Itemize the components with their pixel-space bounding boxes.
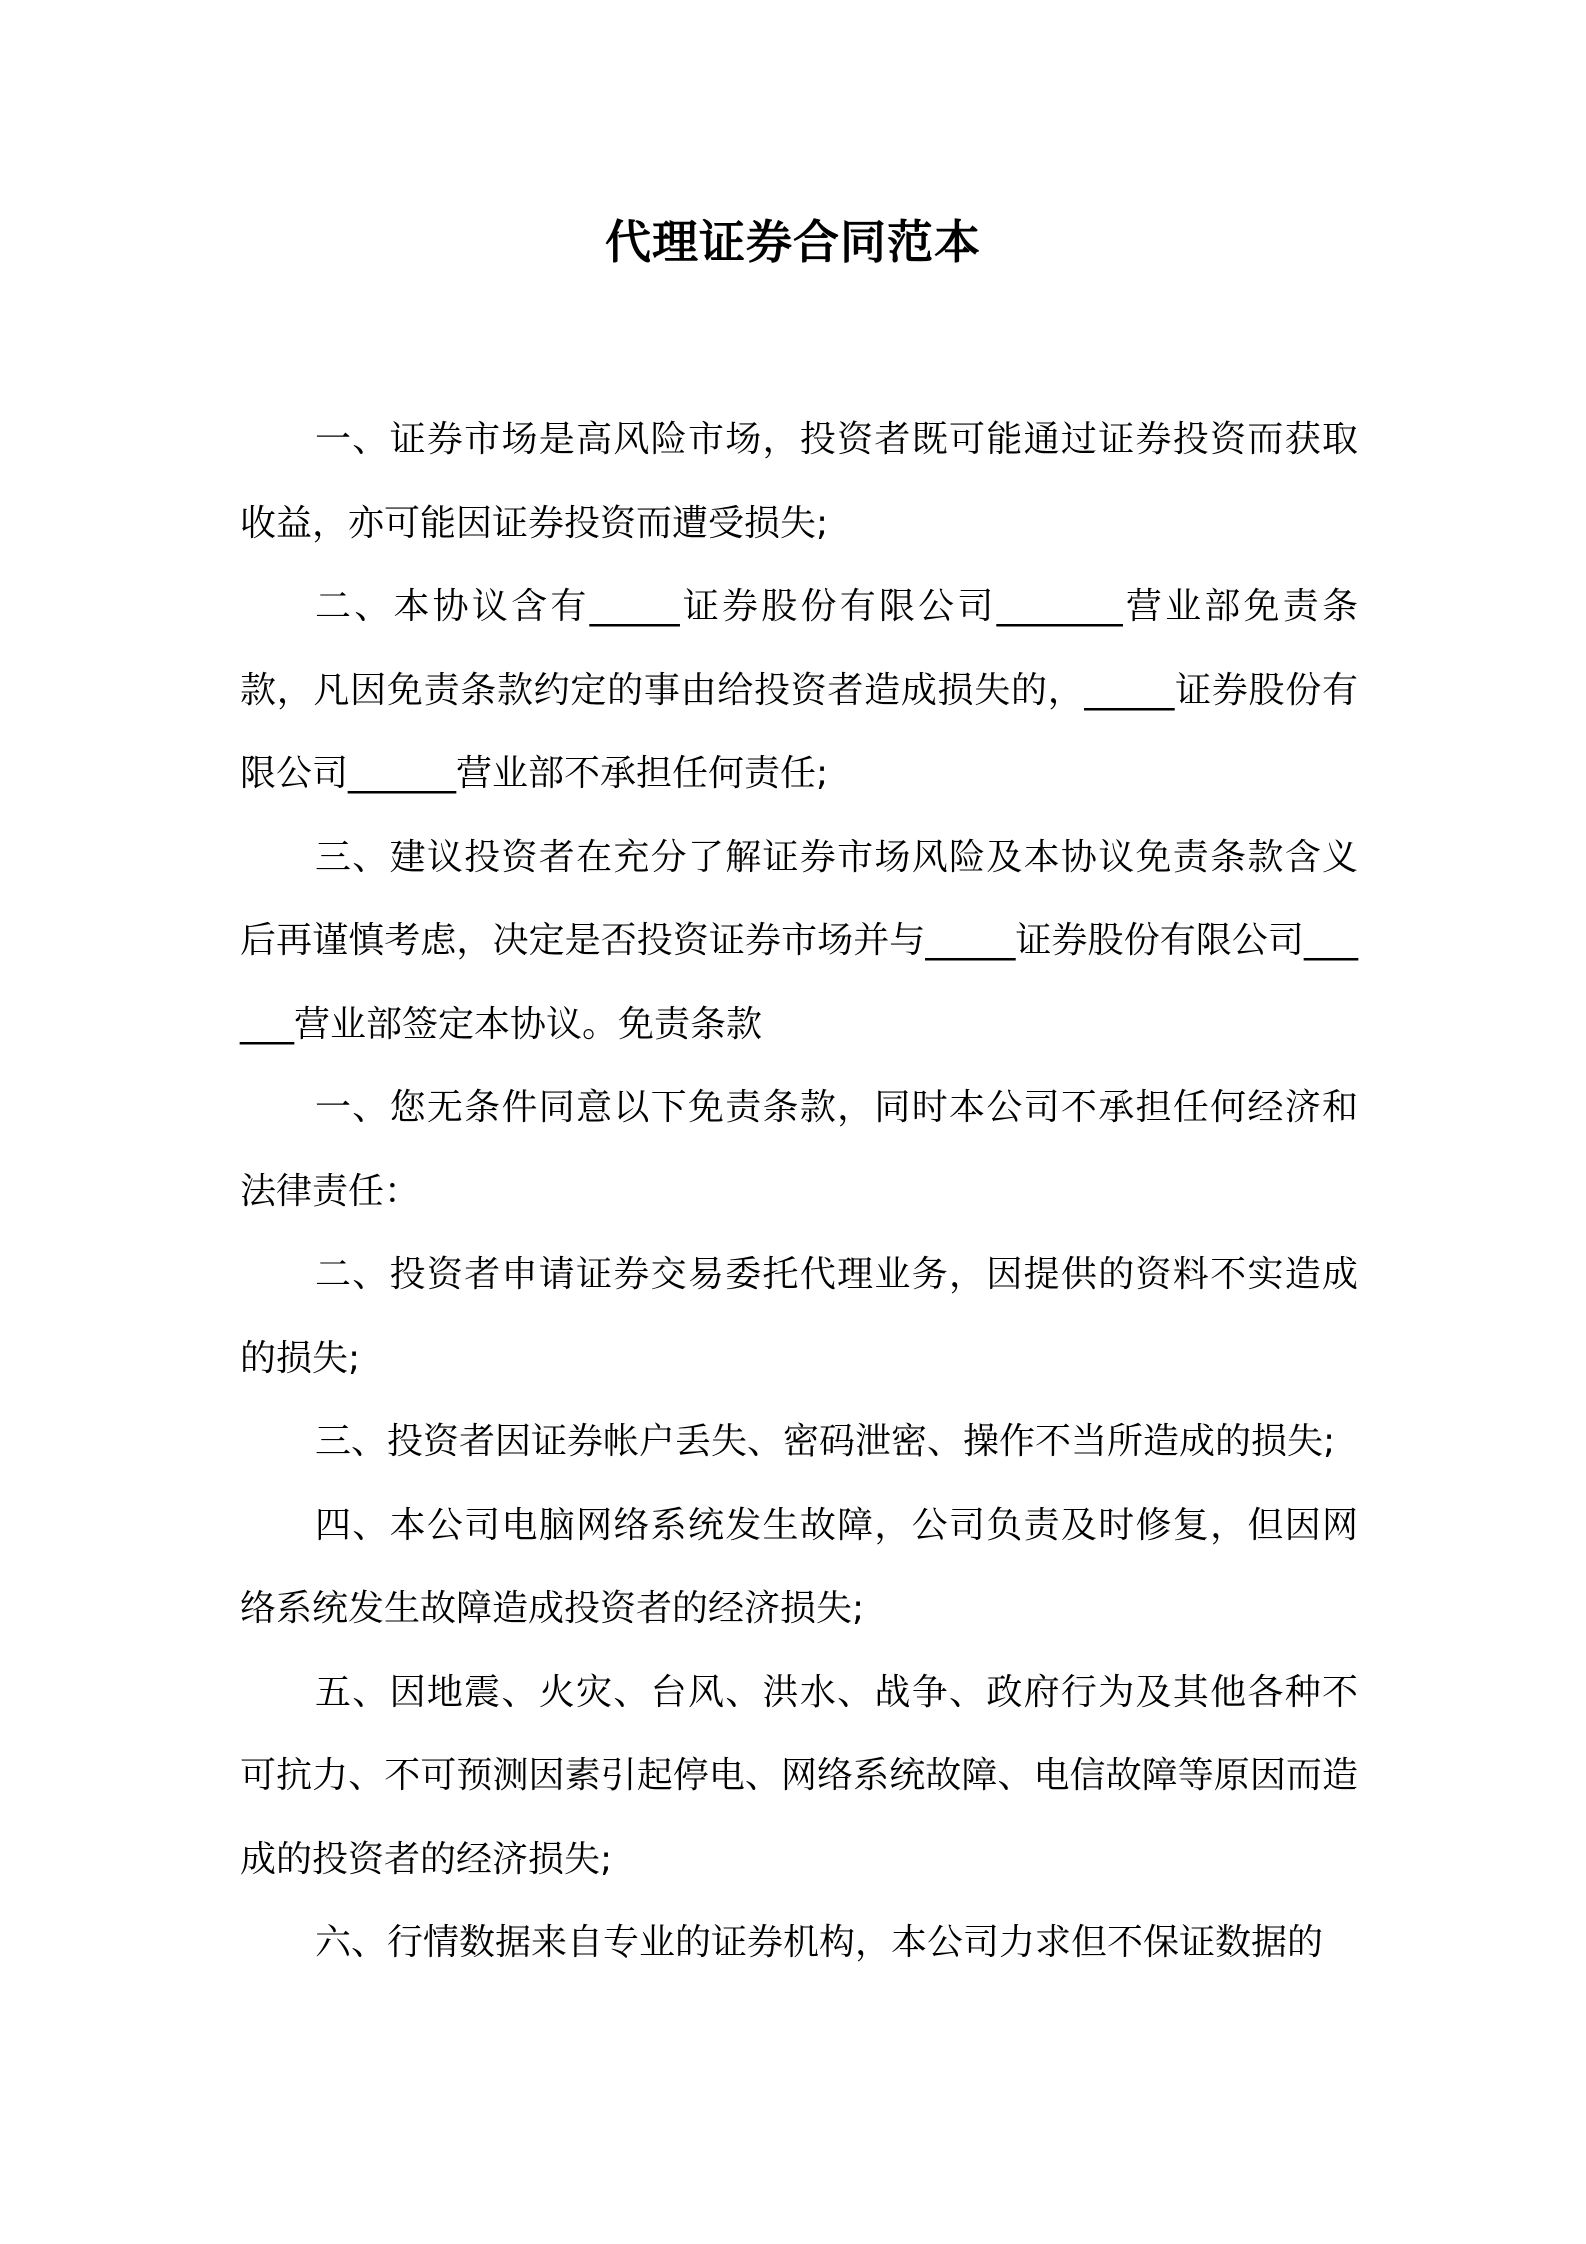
- paragraph-market-data: 六、行情数据来自专业的证券机构，本公司力求但不保证数据的: [315, 1922, 1324, 1963]
- document-body: [240, 398, 1358, 1985]
- paragraph-investor-advice: 三、建议投资者在充分了解证券市场风险及本协议免责条款含义后再谨慎考虑，决定是否投资证券市场并与_____证券股份有限公司______营业部签定本协议。免责条款: [240, 836, 1358, 1045]
- paragraph-system-failure: 四、本公司电脑网络系统发生故障，公司负责及时修复，但因网络系统发生故障造成投资者的经济损失;: [240, 1504, 1358, 1629]
- paragraph-account-loss: 三、投资者因证券帐户丢失、密码泄密、操作不当所造成的损失;: [315, 1421, 1336, 1462]
- paragraph-false-information: 二、投资者申请证券交易委托代理业务，因提供的资料不实造成的损失;: [240, 1254, 1358, 1379]
- document-title: 代理证券合同范本: [605, 215, 981, 269]
- paragraph-force-majeure: 五、因地震、火灾、台风、洪水、战争、政府行为及其他各种不可抗力、不可预测因素引起停电、网络系统故障、电信故障等原因而造成的投资者的经济损失;: [240, 1671, 1358, 1880]
- paragraph-unconditional-agreement: 一、您无条件同意以下免责条款，同时本公司不承担任何经济和法律责任：: [240, 1087, 1358, 1212]
- paragraph-disclaimer-clause: 二、本协议含有_____证券股份有限公司_______营业部免责条款，凡因免责条款约定的事由给投资者造成损失的，_____证券股份有限公司______营业部不承担任何责任;: [240, 586, 1358, 794]
- paragraph-risk-notice: 一、证券市场是高风险市场，投资者既可能通过证券投资而获取收益，亦可能因证券投资而遭受损失;: [240, 419, 1358, 544]
